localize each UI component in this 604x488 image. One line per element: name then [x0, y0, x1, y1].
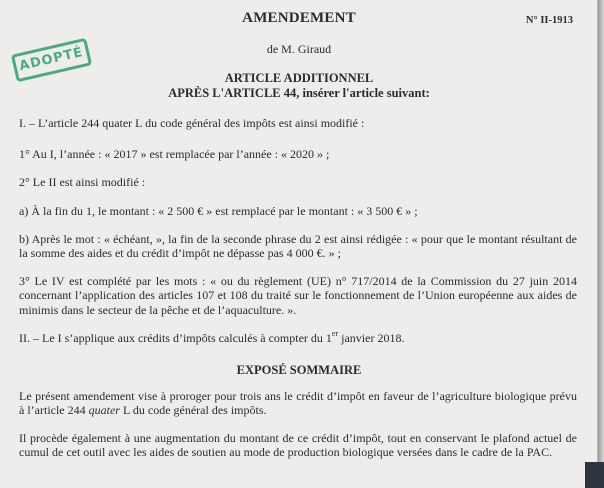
- paragraph-7: [19, 331, 577, 345]
- page-corner: [585, 462, 604, 488]
- adopted-stamp: ADOPTÉ: [11, 38, 92, 83]
- article-heading: ARTICLE ADDITIONNEL: [224, 71, 374, 85]
- expose-paragraph-2: Il procède également à une augmentation du montant de ce crédit d’impôt, tout en conservant le plafond actuel de cumul de cet outil avec les aides de soutien au mode de production biologique versées dans le cadre de la PAC.: [19, 431, 577, 460]
- article-instruction: APRÈS L'ARTICLE 44, insérer l'article suivant:: [168, 86, 430, 100]
- paragraph-6: 3° Le IV est complété par les mots : « ou du règlement (UE) n° 717/2014 de la Commission du 27 juin 2014 concernant l’application des articles 107 et 108 du traité sur le fonctionnement de l’Union européenne aux aides de minimis dans le secteur de la pêche et de l’aquaculture. ».: [19, 274, 577, 317]
- amendment-author: de M. Giraud: [266, 42, 332, 56]
- paragraph-5: b) Après le mot : « échéant, », la fin de la seconde phrase du 2 est ainsi rédigée : « pour que le montant résultant de la somme des aides et du crédit d’impôt ne dépasse pas 4 000 €. » ;: [19, 232, 577, 261]
- paragraph-1: I. – L’article 244 quater L du code général des impôts est ainsi modifié :: [19, 116, 365, 130]
- document-title: AMENDEMENT: [242, 10, 356, 26]
- expose-paragraph-1: [19, 389, 577, 418]
- expose-p1-text: Le présent amendement vise à proroger pour trois ans le crédit d’impôt en faveur de l’agriculture biologique prévu à l’article 244: [19, 389, 577, 418]
- paragraph-7-sup: er: [331, 329, 339, 338]
- page-edge: [598, 0, 604, 488]
- paragraph-7-end: janvier 2018.: [338, 331, 405, 345]
- amendment-number: N° II-1913: [525, 15, 573, 26]
- paragraph-4: a) À la fin du 1, le montant : « 2 500 € » est remplacé par le montant : « 3 500 € » ;: [19, 204, 418, 218]
- paragraph-3: 2° Le II est ainsi modifié :: [19, 175, 146, 189]
- expose-heading: EXPOSÉ SOMMAIRE: [236, 363, 362, 377]
- expose-p1-end: L du code général des impôts.: [119, 403, 267, 418]
- paragraph-7-text: II. – Le I s’applique aux crédits d’impôts calculés à compter du 1: [19, 331, 332, 345]
- paragraph-2: 1° Au I, l’année : « 2017 » est remplacée par l’année : « 2020 » ;: [19, 147, 330, 161]
- expose-p1-em: quater: [88, 403, 120, 418]
